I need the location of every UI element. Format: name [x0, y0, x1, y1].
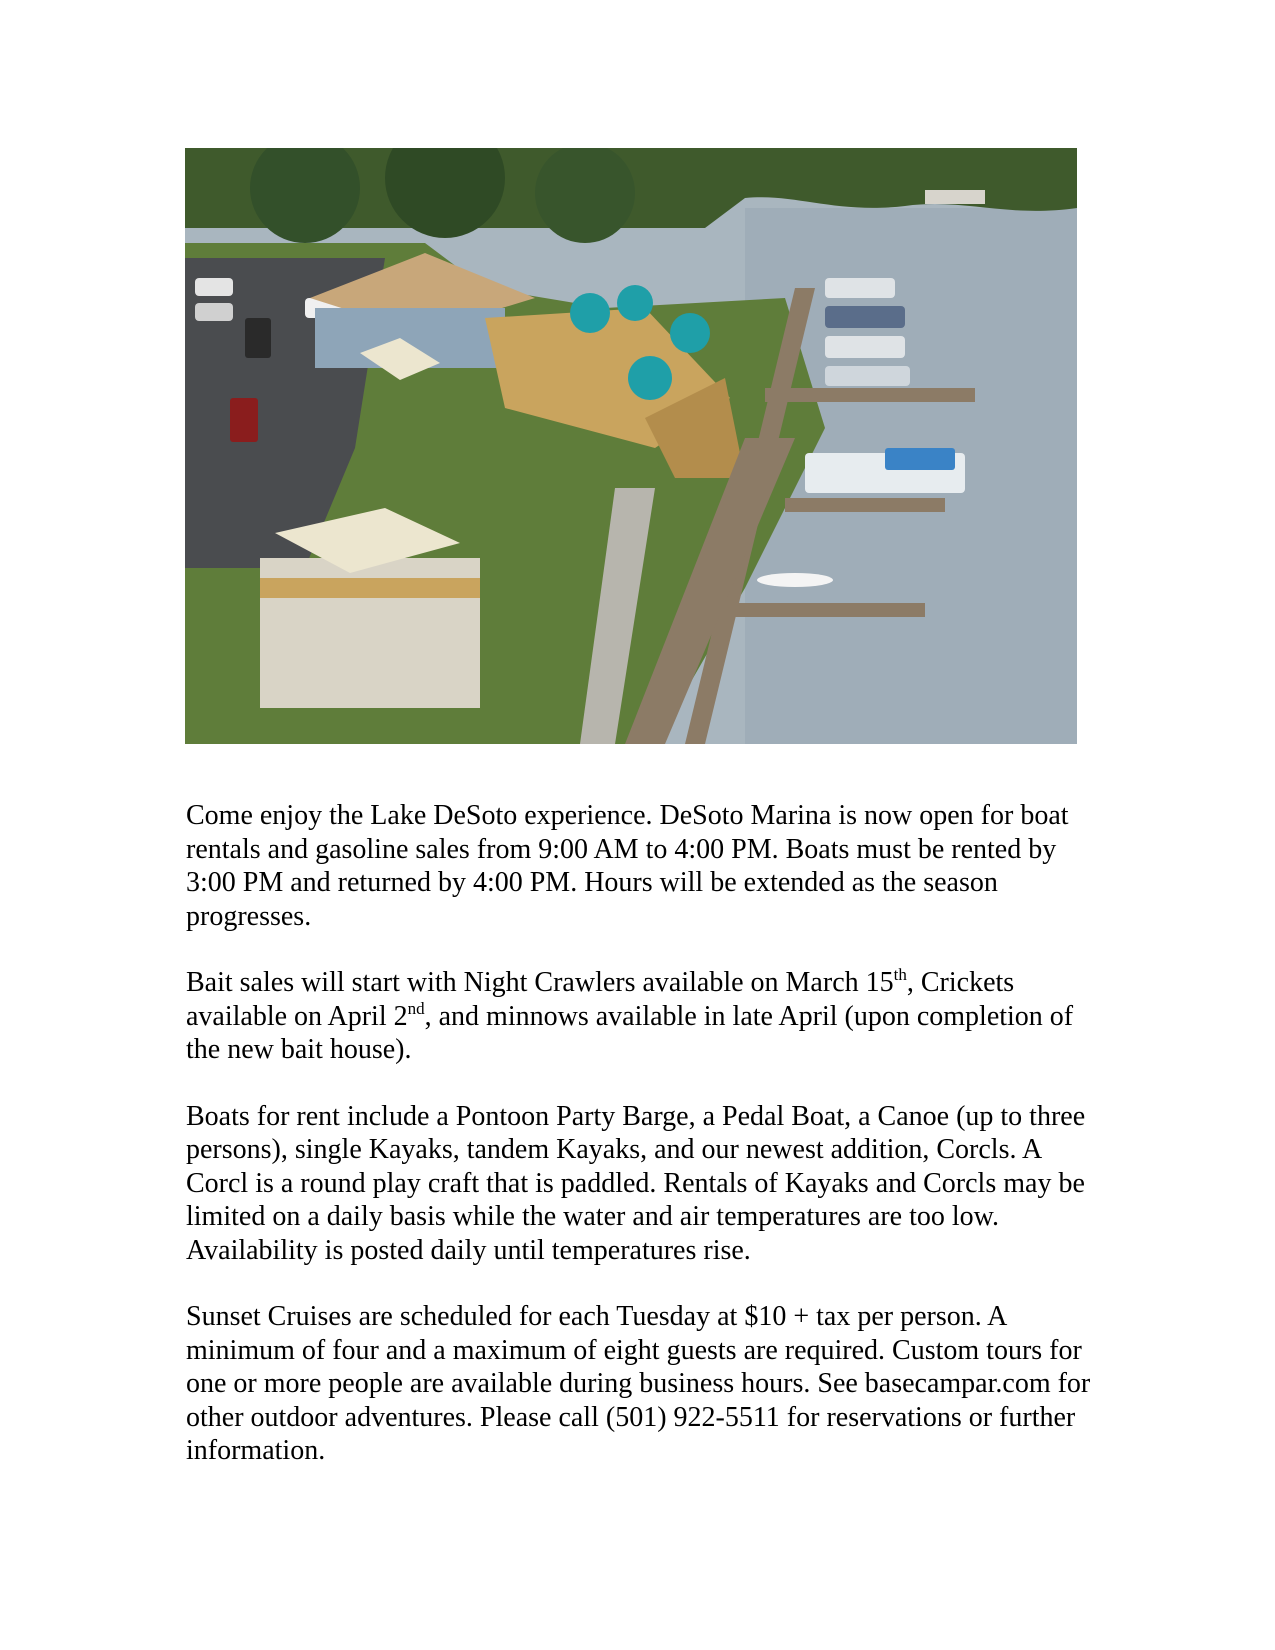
- parked-car: [195, 278, 233, 296]
- distant-building: [925, 190, 985, 204]
- bait-sales-text-a: Bait sales will start with Night Crawlers available on March 15: [186, 967, 894, 998]
- marina-announcement-text: [186, 799, 1091, 1501]
- pontoon-boat: [825, 366, 910, 386]
- umbrella: [617, 285, 653, 321]
- bait-house-railing: [260, 578, 480, 598]
- bait-sales-paragraph: [186, 966, 1091, 1067]
- marina-aerial-photo: [185, 148, 1077, 744]
- dock-finger: [785, 498, 945, 512]
- paddle-board: [757, 573, 833, 587]
- bait-sales-text-b: , Crickets available on April 2: [186, 967, 1015, 1032]
- umbrella: [670, 313, 710, 353]
- umbrella: [628, 356, 672, 400]
- dock-finger: [765, 388, 975, 402]
- utility-vehicle: [245, 318, 271, 358]
- pontoon-boat: [825, 306, 905, 328]
- bait-sales-text-c: , and minnows available in late April (upon completion of the new bait house).: [186, 1000, 1074, 1065]
- boat-rentals-paragraph: Boats for rent include a Pontoon Party Barge, a Pedal Boat, a Canoe (up to three persons), single Kayaks, tandem Kayaks, and our newest addition, Corcls. A Corcl is a round play craft that is paddled. Rentals of Kayaks and Corcls may be limited on a daily basis while the water and air temperatures are too low. Availability is posted daily until temperatures rise.: [186, 1100, 1086, 1266]
- umbrella: [570, 293, 610, 333]
- pontoon-boat: [825, 336, 905, 358]
- intro-paragraph: Come enjoy the Lake DeSoto experience. DeSoto Marina is now open for boat rentals and gasoline sales from 9:00 AM to 4:00 PM. Boats must be rented by 3:00 PM and returned by 4:00 PM. Hours will be extended as the season progresses.: [186, 800, 1069, 932]
- sunset-cruises-paragraph: Sunset Cruises are scheduled for each Tuesday at $10 + tax per person. A minimum of four and a maximum of eight guests are required. Custom tours for one or more people are available during business hours. See basecampar.com for other outdoor adventures. Please call (501) 922-5511 for reservations or further information.: [186, 1301, 1091, 1466]
- utility-vehicle: [230, 398, 258, 442]
- ordinal-suffix-th: th: [893, 965, 907, 984]
- pontoon-boat: [825, 278, 895, 298]
- boat-canopy: [885, 448, 955, 470]
- dock-finger: [715, 603, 925, 617]
- marina-photo-illustration: [185, 148, 1077, 744]
- parked-car: [195, 303, 233, 321]
- ordinal-suffix-nd: nd: [407, 998, 425, 1018]
